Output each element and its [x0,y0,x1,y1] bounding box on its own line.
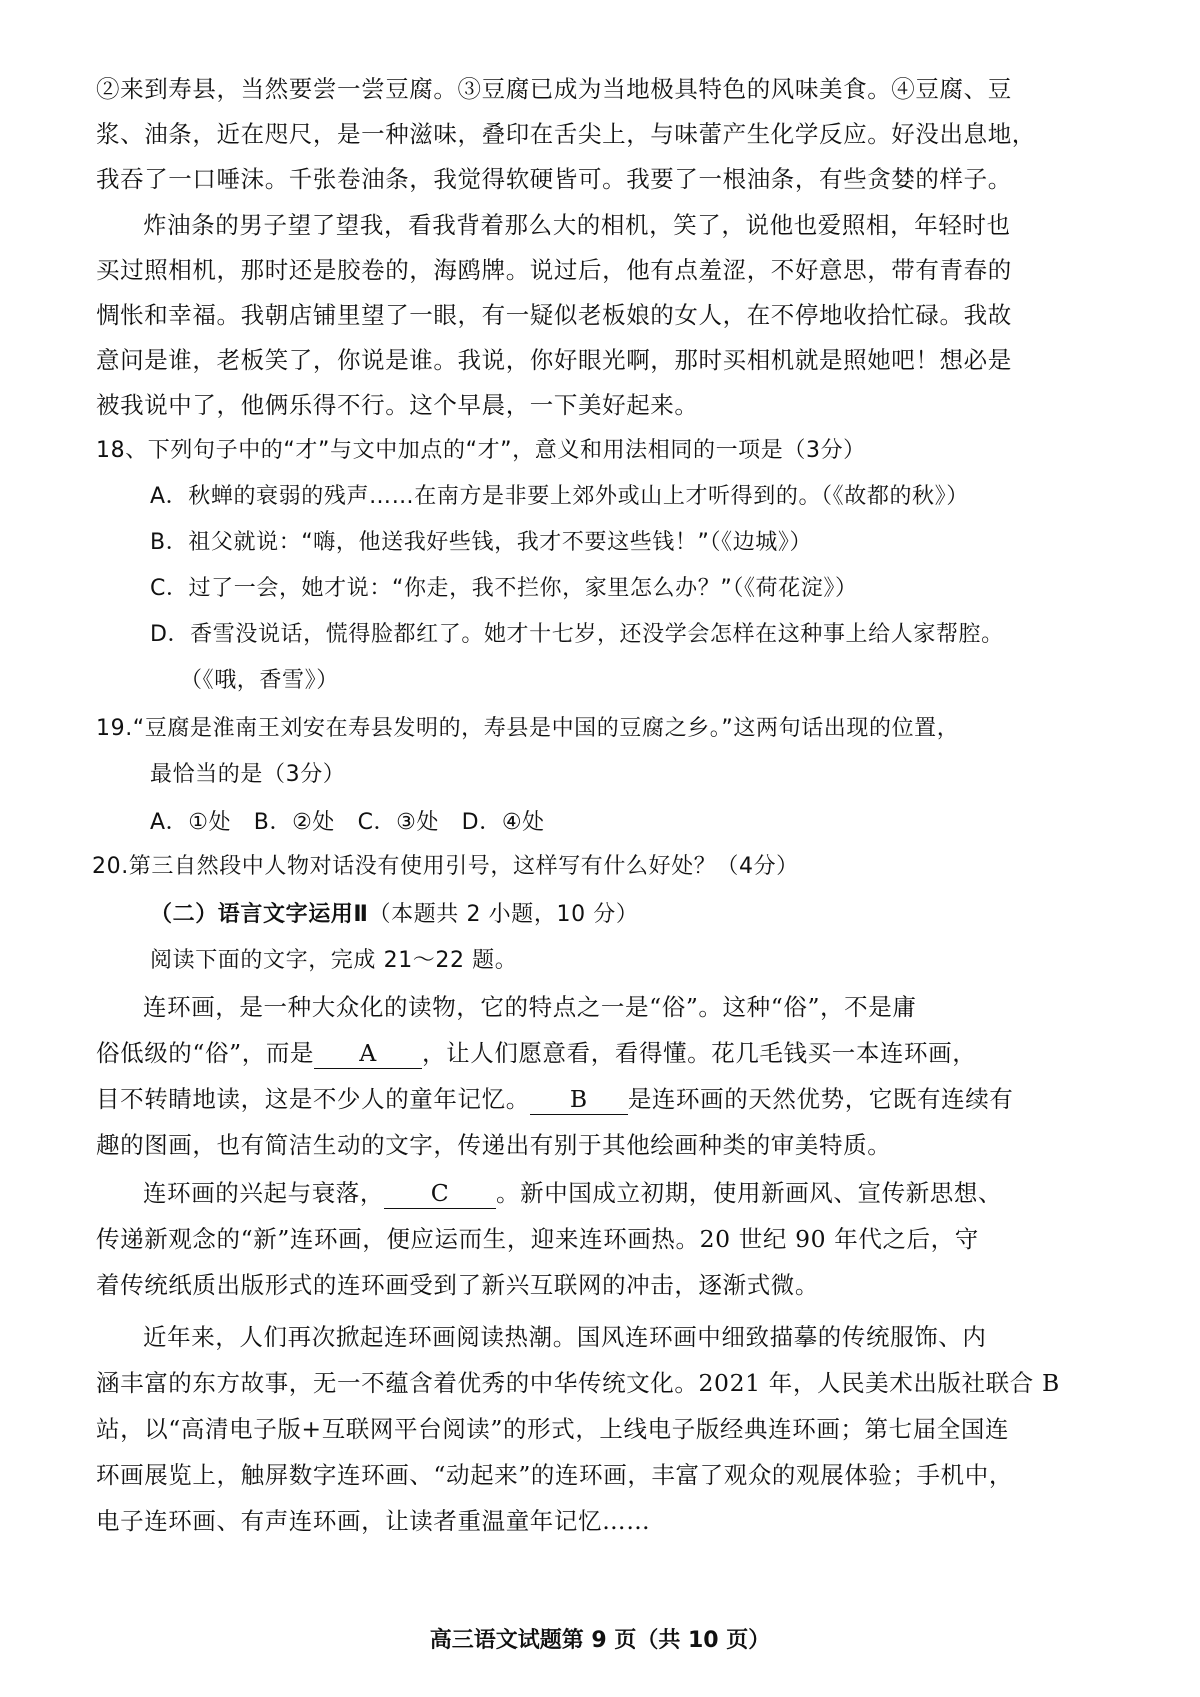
section2-heading-row [150,898,1150,932]
q18-option-b: B．祖父就说：“嗨，他送我好些钱，我才不要这些钱！”（《边城》） [150,530,813,555]
q18-option-d: D．香雪没说话，慌得脸都红了。她才十七岁，还没学会怎样在这种事上给人家帮腔。 [150,622,1004,647]
q18-stem: 18、下列句子中的“才”与文中加点的“才”，意义和用法相同的一项是（3分） [96,438,866,463]
story-p1-line-2: 浆、油条，近在咫尺，是一种滋味，叠印在舌尖上，与味蕾产生化学反应。好没出息地， [96,120,1036,148]
story-p2-line-5: 被我说中了，他俩乐得不行。这个早晨，一下美好起来。 [96,391,699,419]
s2-p2-line-1-b: 。新中国成立初期，使用新画风、宣传新思想、 [496,1179,1003,1207]
story-p2-line-1: 炸油条的男子望了望我，看我背着那么大的相机，笑了，说他也爱照相，年轻时也 [143,211,1011,239]
blank-b: B [530,1084,628,1115]
page-footer: 高三语文试题第 9 页（共 10 页） [429,1628,771,1653]
s2-p1-line-4: 趣的图画，也有简洁生动的文字，传递出有别于其他绘画种类的审美特质。 [96,1131,892,1159]
story-p1-line-1: ②来到寿县，当然要尝一尝豆腐。③豆腐已成为当地极具特色的风味美食。④豆腐、豆 [96,75,1012,103]
story-p2-line-4: 意问是谁，老板笑了，你说是谁。我说，你好眼光啊，那时买相机就是照她吧！想必是 [96,346,1012,374]
s2-p1-line-2-b: ，让人们愿意看，看得懂。花几毛钱买一本连环画， [422,1039,977,1067]
blank-c: C [384,1178,496,1209]
q20-stem: 20.第三自然段中人物对话没有使用引号，这样写有什么好处？（4分） [92,854,799,879]
s2-p3-line-3: 站，以“高清电子版+互联网平台阅读”的形式，上线电子版经典连环画；第七届全国连 [96,1415,1010,1443]
q18-option-a: A．秋蝉的衰弱的残声……在南方是非要上郊外或山上才听得到的。（《故都的秋》） [150,484,969,509]
story-p2-line-3: 惆怅和幸福。我朝店铺里望了一眼，有一疑似老板娘的女人，在不停地收拾忙碌。我故 [96,301,1012,329]
s2-p2-line-1-a: 连环画的兴起与衰落， [143,1179,384,1207]
q18-option-c: C．过了一会，她才说：“你走，我不拦你，家里怎么办？”（《荷花淀》） [150,576,858,601]
s2-p1-line-3-a: 目不转睛地读，这是不少人的童年记忆。 [96,1085,530,1113]
s2-p3-line-5: 电子连环画、有声连环画，让读者重温童年记忆…… [96,1507,651,1535]
s2-p1-line-2-a: 俗低级的“俗”，而是 [96,1039,315,1067]
story-p1-line-3: 我吞了一口唾沫。千张卷油条，我觉得软硬皆可。我要了一根油条，有些贪婪的样子。 [96,165,1012,193]
section2-heading: （二）语言文字运用Ⅱ [150,902,369,927]
s2-p3-line-2: 涵丰富的东方故事，无一不蕴含着优秀的中华传统文化。2021 年，人民美术出版社联合 B [96,1369,1060,1397]
story-p2-line-2: 买过照相机，那时还是胶卷的，海鸥牌。说过后，他有点羞涩，不好意思，带有青春的 [96,256,1012,284]
section2-instruction: 阅读下面的文字，完成 21～22 题。 [150,948,518,973]
q19-options: A．①处 B．②处 C．③处 D．④处 [150,810,545,835]
s2-p3-line-1: 近年来，人们再次掀起连环画阅读热潮。国风连环画中细致描摹的传统服饰、内 [143,1323,987,1351]
s2-p1-line-3 [96,1082,1096,1116]
s2-p2-line-3: 着传统纸质出版形式的连环画受到了新兴互联网的冲击，逐渐式微。 [96,1271,819,1299]
blank-a: A [314,1038,422,1069]
section2-heading-note: （本题共 2 小题，10 分） [368,902,639,927]
q19-stem: 19.“豆腐是淮南王刘安在寿县发明的，寿县是中国的豆腐之乡。”这两句话出现的位置， [96,716,960,741]
s2-p2-line-2: 传递新观念的“新”连环画，便应运而生，迎来连环画热。20 世纪 90 年代之后，守 [96,1225,979,1253]
s2-p3-line-4: 环画展览上，触屏数字连环画、“动起来”的连环画，丰富了观众的观展体验；手机中， [96,1461,1013,1489]
s2-p1-line-3-b: 是连环画的天然优势，它既有连续有 [627,1085,1014,1113]
s2-p2-line-1 [96,1176,1096,1210]
s2-p1-line-2 [96,1036,1096,1070]
q18-option-d-source: （《哦，香雪》） [180,668,339,693]
s2-p1-line-1: 连环画，是一种大众化的读物，它的特点之一是“俗”。这种“俗”，不是庸 [143,993,917,1021]
q19-stem-cont: 最恰当的是（3分） [150,762,346,787]
